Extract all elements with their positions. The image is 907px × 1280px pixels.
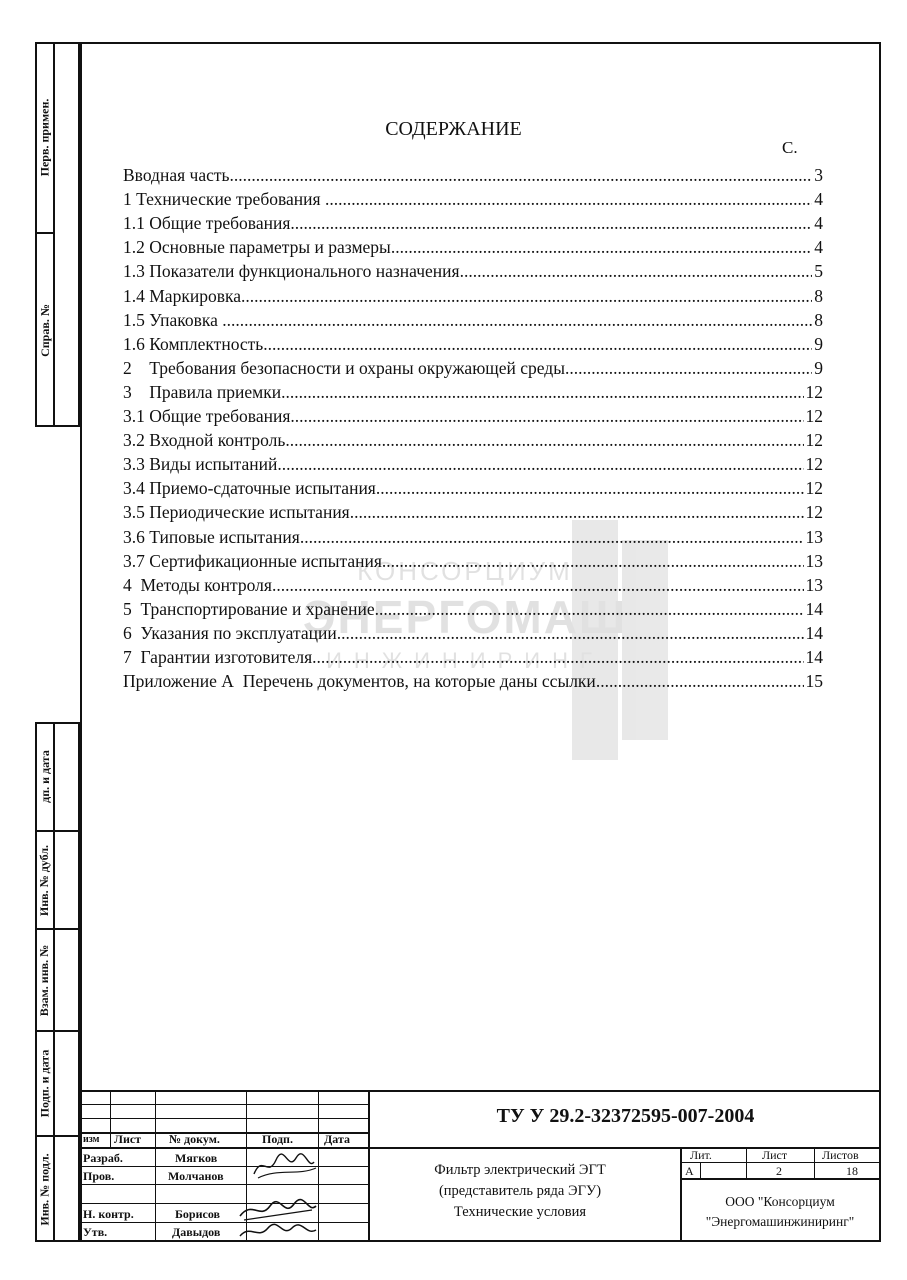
toc-item: 1.6 Комплектность ..... 9 [123,331,823,355]
role-razrab: Разраб. [83,1151,123,1165]
name-razrab: Мягков [175,1151,218,1165]
role-prov: Пров. [83,1169,115,1183]
watermark-logo: КОНСОРЦИУМ ЭНЕРГОМАШ ИНЖИНИРИНГ [250,520,680,760]
organization-name: ООО "Консорциум "Энергомашинжиниринг" [705,1194,855,1229]
document-code: ТУ У 29.2-32372595-007-2004 [496,1105,755,1127]
signature-razrab [248,1148,318,1184]
sheet-label: Лист [762,1148,788,1162]
side-label-inv-dubl: Инв. № дубл. [37,844,52,916]
sheets-value: 18 [846,1164,858,1178]
toc-item: 1.1 Общие требования ..... 4 [123,210,823,234]
header-list: Лист [114,1132,142,1146]
header-izm: изм [83,1134,100,1145]
role-nkontr: Н. контр. [83,1207,134,1221]
header-data: Дата [324,1132,350,1146]
toc-item: 2 Требования безопасности и охраны окружающей среды ..... 9 [123,355,823,379]
signature-utv [236,1222,318,1242]
page-column-header: С. [782,138,798,157]
toc-item: 1.5 Упаковка ..... 8 [123,307,823,331]
header-docnum: № докум. [169,1132,220,1146]
table-of-contents [123,162,823,692]
lit-label: Лит. [690,1148,712,1162]
toc-item: 6 Указания по эксплуатации ..... 14 [123,620,823,644]
toc-item: 3 Правила приемки ..... 12 [123,379,823,403]
margin-strip-lower-inner [55,722,80,1242]
toc-item: 3.1 Общие требования ..... 12 [123,403,823,427]
side-label-vzam-inv: Взам. инв. № [37,944,52,1016]
name-prov: Молчанов [168,1169,224,1183]
page-title: СОДЕРЖАНИЕ [385,118,522,140]
side-label-inv-podl: Инв. № подл. [37,1153,52,1226]
name-utv: Давыдов [172,1225,221,1239]
toc-item: 5 Транспортирование и хранение ..... 14 [123,596,823,620]
toc-item: 3.2 Входной контроль ..... 12 [123,427,823,451]
toc-item: 3.6 Типовые испытания ..... 13 [123,523,823,547]
name-nkontr: Борисов [175,1207,221,1221]
toc-item: Вводная часть ..... 3 [123,162,823,186]
toc-item: 1 Технические требования ..... 4 [123,186,823,210]
toc-item: Приложение А Перечень документов, на которые даны ссылки ..... 15 [123,668,823,692]
toc-item: 3.3 Виды испытаний ..... 12 [123,451,823,475]
header-podp: Подп. [262,1132,293,1146]
toc-item: 1.2 Основные параметры и размеры ..... 4 [123,234,823,258]
side-label-podp-data-2: Подп. и дата [37,1049,52,1118]
sheets-label: Листов [822,1148,859,1162]
toc-item: 3.7 Сертификационные испытания ..... 13 [123,548,823,572]
side-label-sprav-no: Справ. № [37,304,52,357]
side-label-perv-primen: Перв. примен. [37,98,52,176]
toc-item: 4 Методы контроля ..... 13 [123,572,823,596]
lit-value: А [685,1164,694,1178]
toc-item: 1.3 Показатели функционального назначения ..... 5 [123,258,823,282]
sheet-value: 2 [776,1164,782,1178]
toc-item: 7 Гарантии изготовителя ..... 14 [123,644,823,668]
product-name: Фильтр электрический ЭГТ (представитель ряда ЭГУ) Технические условия [434,1162,606,1220]
toc-item: 3.5 Периодические испытания ..... 12 [123,499,823,523]
margin-strip-upper-inner [55,42,80,427]
toc-item: 3.4 Приемо-сдаточные испытания ..... 12 [123,475,823,499]
role-utv: Утв. [83,1225,108,1239]
side-label-podp-data-1: дп. и дата [37,749,52,803]
toc-item: 1.4 Маркировка ..... 8 [123,282,823,306]
